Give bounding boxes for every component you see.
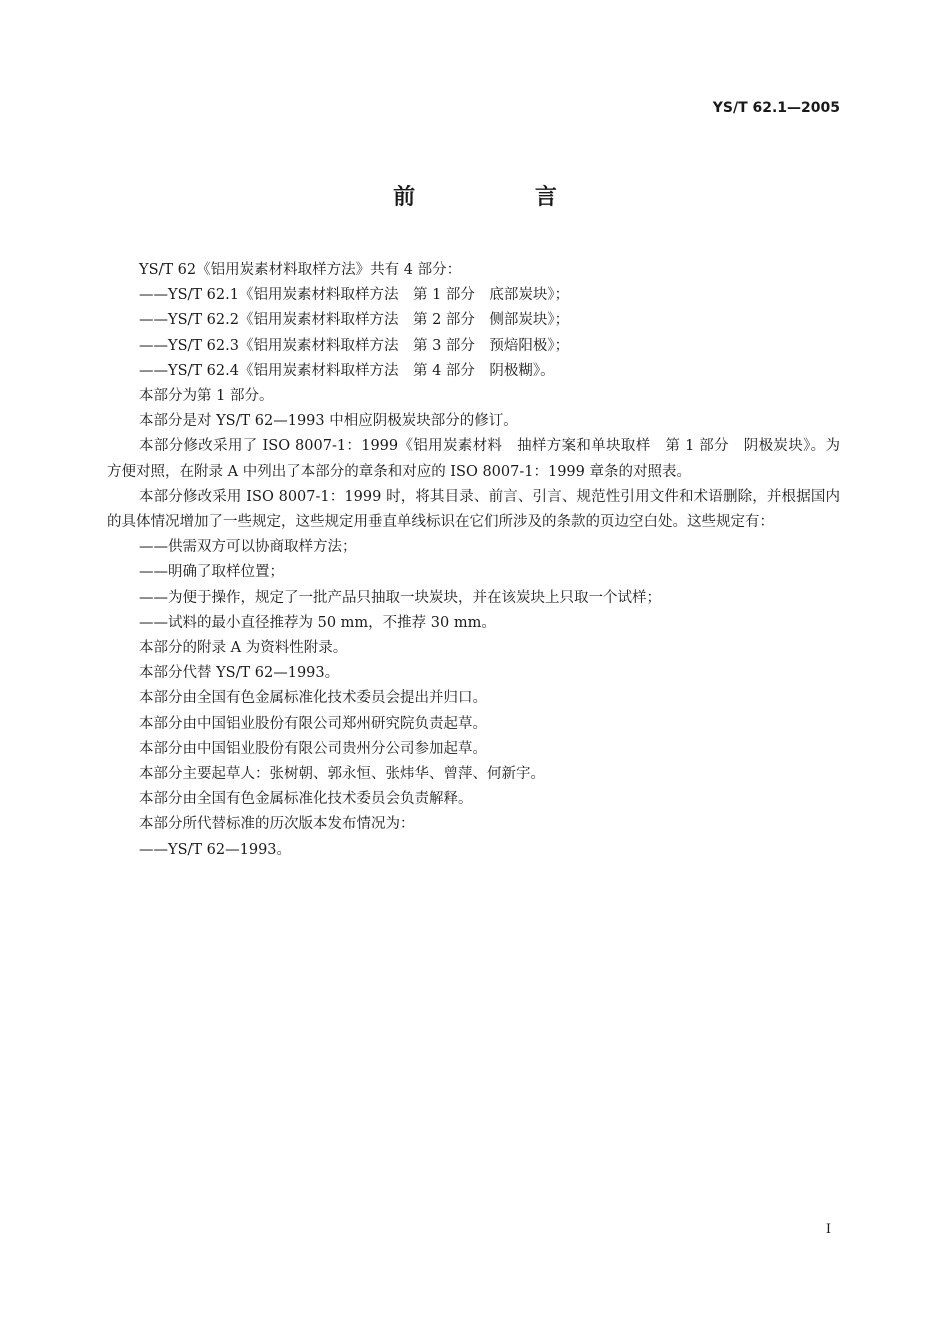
paragraph: 本部分由中国铝业股份有限公司贵州分公司参加起草。 — [139, 740, 487, 757]
list-item: ——明确了取样位置； — [139, 564, 284, 581]
paragraph: 本部分所代替标准的历次版本发布情况为： — [139, 816, 415, 833]
page-number: I — [825, 1222, 831, 1237]
list-item: ——YS/T 62.4《铝用炭素材料取样方法 第 4 部分 阴极糊》。 — [139, 362, 555, 379]
list-item: ——为便于操作，规定了一批产品只抽取一块炭块，并在该炭块上只取一个试样； — [139, 589, 661, 606]
page-title: 前 言 — [393, 185, 613, 210]
paragraph: 本部分代替 YS/T 62—1993。 — [139, 665, 340, 682]
standard-number: YS/T 62.1—2005 — [712, 100, 840, 116]
list-item: ——YS/T 62.2《铝用炭素材料取样方法 第 2 部分 侧部炭块》； — [139, 312, 570, 329]
list-item: ——YS/T 62.3《铝用炭素材料取样方法 第 3 部分 预焙阳极》； — [139, 337, 570, 354]
paragraph: 本部分由中国铝业股份有限公司郑州研究院负责起草。 — [139, 715, 487, 732]
paragraph: YS/T 62《铝用炭素材料取样方法》共有 4 部分： — [139, 262, 462, 278]
list-item: ——YS/T 62—1993。 — [139, 841, 292, 858]
paragraph: 本部分是对 YS/T 62—1993 中相应阴极炭块部分的修订。 — [139, 413, 518, 430]
paragraph: 本部分为第 1 部分。 — [139, 388, 274, 405]
list-item: ——试料的最小直径推荐为 50 mm，不推荐 30 mm。 — [139, 614, 496, 631]
foreword-body — [107, 258, 840, 863]
list-item: ——YS/T 62.1《铝用炭素材料取样方法 第 1 部分 底部炭块》； — [139, 287, 570, 304]
paragraph: 本部分由全国有色金属标准化技术委员会负责解释。 — [139, 791, 473, 808]
paragraph: 本部分修改采用了 ISO 8007-1：1999《铝用炭素材料 抽样方案和单块取样 第 1 部分 阴极炭块》。为方便对照，在附录 A 中列出了本部分的章条和对应的 ISO 8007-1：1999 章条的对照表。 — [107, 438, 840, 480]
paragraph: 本部分主要起草人：张树朝、郭永恒、张炜华、曾萍、何新宇。 — [139, 766, 545, 783]
paragraph: 本部分的附录 A 为资料性附录。 — [139, 640, 348, 657]
paragraph: 本部分修改采用 ISO 8007-1：1999 时，将其目录、前言、引言、规范性引用文件和术语删除，并根据国内的具体情况增加了一些规定，这些规定用垂直单线标识在它们所涉及的条款的页边空白处。这些规定有： — [107, 488, 840, 531]
paragraph: 本部分由全国有色金属标准化技术委员会提出并归口。 — [139, 690, 487, 707]
list-item: ——供需双方可以协商取样方法； — [139, 539, 357, 556]
